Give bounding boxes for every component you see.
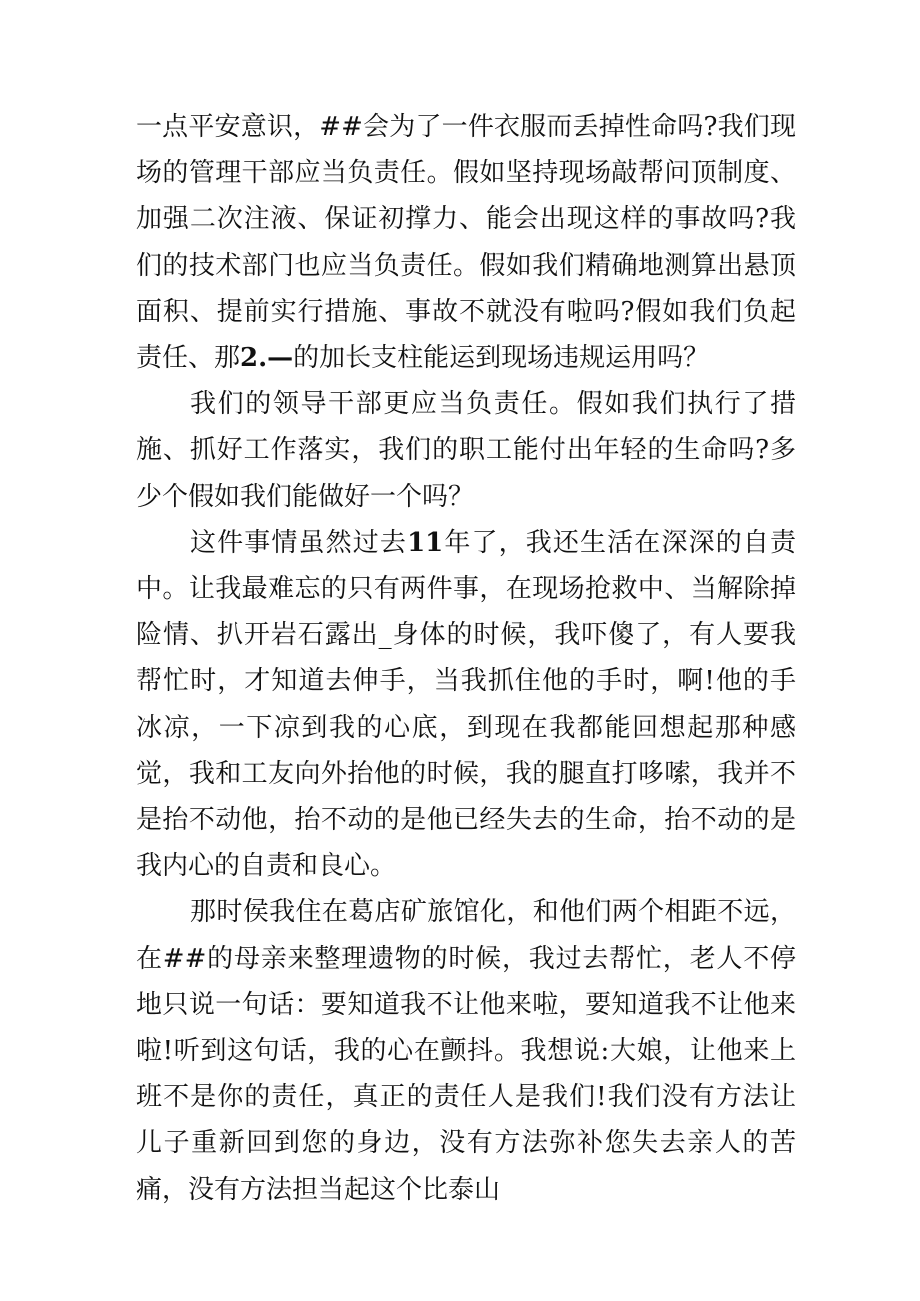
paragraph-2 [136, 381, 796, 520]
paragraph-4-text: 那时侯我住在葛店矿旅馆化，和他们两个相距不远，在##的母亲来整理遗物的时候，我过去帮忙，老人不停地只说一句话：要知道我不让他来啦，要知道我不让他来啦!听到这句话，我的心在颤抖。我想说:大娘，让他来上班不是你的责任，真正的责任人是我们!我们没有方法让儿子重新回到您的身边，没有方法弥补您失去亲人的苦痛，没有方法担当起这个比泰山 [136, 897, 796, 1205]
paragraph-3-text-b: 年了，我还生活在深深的自责中。让我最难忘的只有两件事，在现场抢救中、当解除掉险情、扒开岩石露出_身体的时候，我吓傻了，有人要我帮忙时，才知道去伸手，当我抓住他的手时，啊!他的手冰凉，一下凉到我的心底，到现在我都能回想起那种感觉，我和工友向外抬他的时候，我的腿直打哆嗦，我并不是抬不动他，抬不动的是他已经失去的生命，抬不动的是我内心的自责和良心。 [136, 527, 796, 882]
paragraph-1-text-b: 的加长支柱能运到现场违规运用吗？ [293, 343, 710, 374]
paragraph-2-text: 我们的领导干部更应当负责任。假如我们执行了措施、抓好工作落实，我们的职工能付出年轻的生命吗?多少个假如我们能做好一个吗？ [136, 389, 796, 512]
paragraph-1 [136, 104, 796, 381]
paragraph-1-bold-number: 2.— [240, 343, 294, 374]
paragraph-4 [136, 889, 796, 1212]
paragraph-3-bold-number: 11 [407, 527, 444, 558]
paragraph-1-text-a: 一点平安意识，##会为了一件衣服而丢掉性命吗?我们现场的管理干部应当负责任。假如坚持现场敲帮问顶制度、加强二次注液、保证初撑力、能会出现这样的事故吗?我们的技术部门也应当负责任。假如我们精确地测算出悬顶面积、提前实行措施、事故不就没有啦吗?假如我们负起责任、那 [136, 112, 796, 374]
document-body [136, 104, 796, 1213]
paragraph-3 [136, 520, 796, 890]
paragraph-3-text-a: 这件事情虽然过去 [190, 527, 408, 558]
